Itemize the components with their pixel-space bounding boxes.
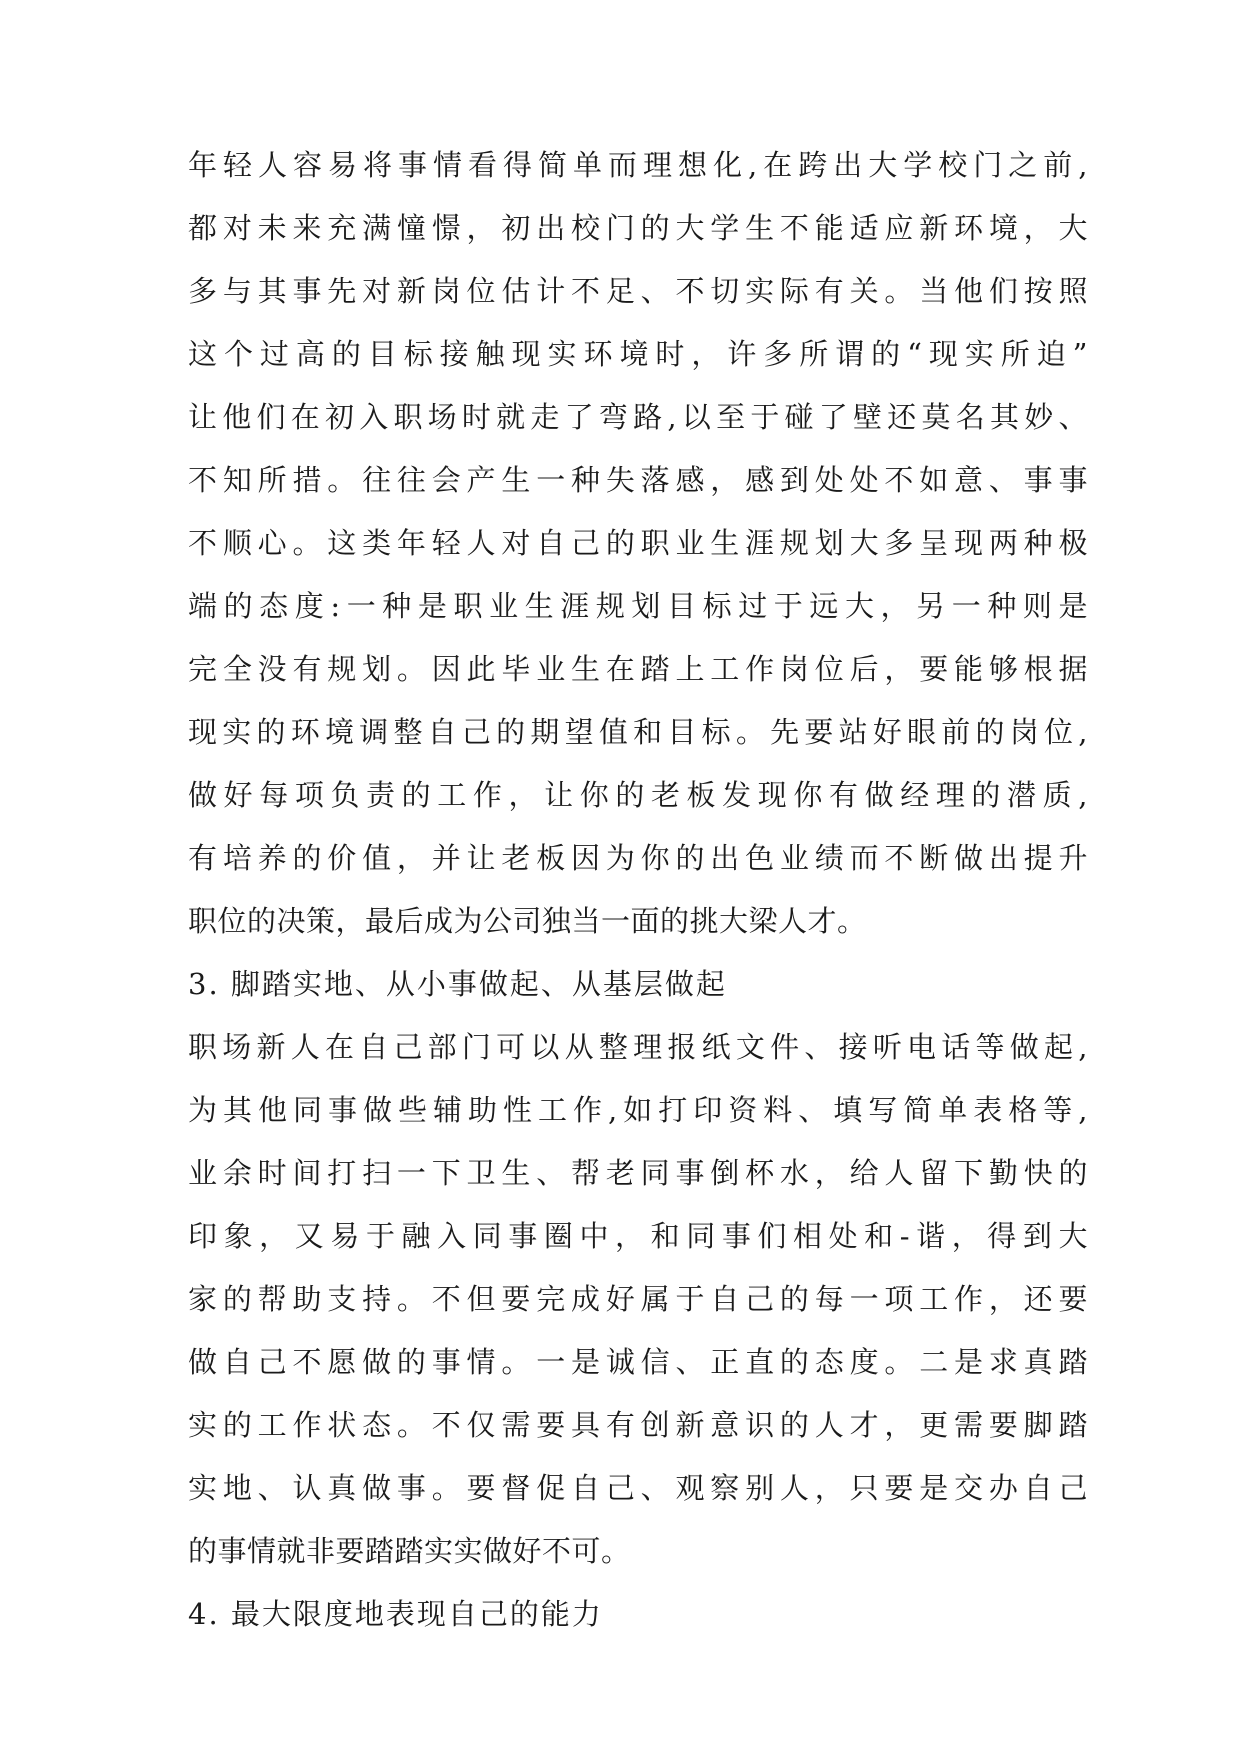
section-heading-3: 3. 脚踏实地、从小事做起、从基层做起 (188, 967, 727, 1001)
paragraph-line: 实地、认真做事。要督促自己、观察别人，只要是交办自己 (188, 1471, 1088, 1505)
paragraph-line: 年轻人容易将事情看得简单而理想化,在跨出大学校门之前, (188, 148, 1088, 182)
paragraph-line: 多与其事先对新岗位估计不足、不切实际有关。当他们按照 (188, 274, 1088, 308)
paragraph-line: 端的态度:一种是职业生涯规划目标过于远大，另一种则是 (188, 589, 1088, 623)
paragraph-line: 职场新人在自己部门可以从整理报纸文件、接听电话等做起, (188, 1030, 1088, 1064)
paragraph-line: 印象，又易于融入同事圈中，和同事们相处和-谐，得到大 (188, 1219, 1088, 1253)
paragraph-line: 完全没有规划。因此毕业生在踏上工作岗位后，要能够根据 (188, 652, 1088, 686)
paragraph-line: 让他们在初入职场时就走了弯路,以至于碰了壁还莫名其妙、 (188, 400, 1088, 434)
paragraph-line: 业余时间打扫一下卫生、帮老同事倒杯水，给人留下勤快的 (188, 1156, 1088, 1190)
paragraph-line: 有培养的价值，并让老板因为你的出色业绩而不断做出提升 (188, 841, 1088, 875)
document-body (188, 134, 1088, 1646)
paragraph-line: 职位的决策，最后成为公司独当一面的挑大梁人才。 (188, 904, 867, 938)
paragraph-line: 的事情就非要踏踏实实做好不可。 (188, 1534, 631, 1568)
paragraph-line: 这个过高的目标接触现实环境时，许多所谓的“现实所迫” (188, 337, 1088, 371)
paragraph-line: 为其他同事做些辅助性工作,如打印资料、填写简单表格等, (188, 1093, 1088, 1127)
section-heading-4: 4. 最大限度地表现自己的能力 (188, 1597, 603, 1631)
paragraph-line: 做自己不愿做的事情。一是诚信、正直的态度。二是求真踏 (188, 1345, 1088, 1379)
paragraph-line: 实的工作状态。不仅需要具有创新意识的人才，更需要脚踏 (188, 1408, 1088, 1442)
paragraph-line: 都对未来充满憧憬，初出校门的大学生不能适应新环境，大 (188, 211, 1088, 245)
paragraph-line: 不顺心。这类年轻人对自己的职业生涯规划大多呈现两种极 (188, 526, 1088, 560)
paragraph-line: 家的帮助支持。不但要完成好属于自己的每一项工作，还要 (188, 1282, 1088, 1316)
paragraph-line: 现实的环境调整自己的期望值和目标。先要站好眼前的岗位, (188, 715, 1088, 749)
paragraph-line: 不知所措。往往会产生一种失落感，感到处处不如意、事事 (188, 463, 1088, 497)
paragraph-line: 做好每项负责的工作，让你的老板发现你有做经理的潜质, (188, 778, 1088, 812)
